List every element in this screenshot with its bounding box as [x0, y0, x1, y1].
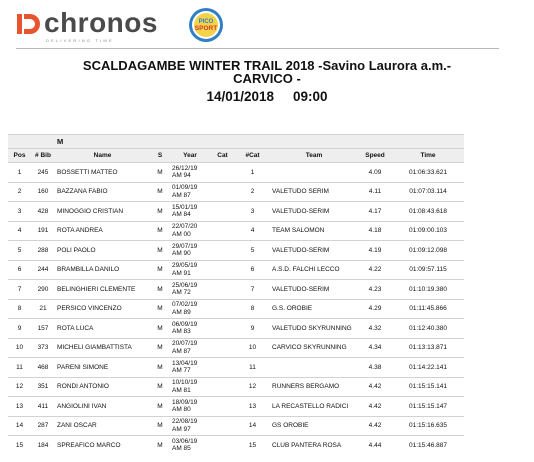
cell-sex: M [150, 319, 170, 339]
cell-cat [210, 260, 235, 280]
cell-year: 20/07/19 AM 87 [170, 338, 210, 358]
cell-pos: 1 [8, 163, 31, 183]
cell-pos: 11 [8, 358, 31, 378]
cell-team: LA RECASTELLO RADICI [270, 397, 358, 417]
cell-team: A.S.D. FALCHI LECCO [270, 260, 358, 280]
cell-team: VALETUDO-SERIM [270, 202, 358, 222]
cell-sex: M [150, 299, 170, 319]
table-row [8, 338, 464, 358]
cell-year: 07/02/19 AM 89 [170, 299, 210, 319]
cell-pos: 12 [8, 377, 31, 397]
cell-team: VALETUDO SERIM [270, 182, 358, 202]
cell-cat [210, 436, 235, 455]
cell-cat [210, 338, 235, 358]
cell-sex: M [150, 182, 170, 202]
cell-bib: 468 [31, 358, 55, 378]
cell-name: ZANI OSCAR [55, 416, 150, 436]
badge-text-1: PICO [198, 19, 214, 25]
col-header-bib: # Bib [31, 149, 55, 163]
table-row [8, 241, 464, 261]
results-body [8, 163, 464, 455]
cell-team [270, 163, 358, 183]
table-row [8, 377, 464, 397]
cell-cat [210, 377, 235, 397]
cell-speed: 4.32 [358, 319, 392, 339]
chronos-mark-icon [16, 12, 40, 36]
cell-cat [210, 358, 235, 378]
cell-speed: 4.42 [358, 397, 392, 417]
cell-name: ROTA LUCA [55, 319, 150, 339]
event-date: 14/01/2018 [206, 89, 275, 104]
cell-time: 01:11:45.866 [392, 299, 464, 319]
cell-cat [210, 280, 235, 300]
cell-speed: 4.19 [358, 241, 392, 261]
col-header-sex: S [150, 149, 170, 163]
cell-year: 15/01/19 AM 84 [170, 202, 210, 222]
cell-bib: 288 [31, 241, 55, 261]
cell-category-rank: 9 [235, 319, 270, 339]
cell-team: CARVICO SKYRUNNING [270, 338, 358, 358]
cell-bib: 160 [31, 182, 55, 202]
cell-name: SPREAFICO MARCO [55, 436, 150, 455]
cell-bib: 157 [31, 319, 55, 339]
cell-time: 01:14:22.141 [392, 358, 464, 378]
cell-speed: 4.42 [358, 416, 392, 436]
cell-year: 22/07/20 AM 00 [170, 221, 210, 241]
cell-cat [210, 202, 235, 222]
table-row [8, 260, 464, 280]
cell-name: BOSSETTI MATTEO [55, 163, 150, 183]
brand-tagline: DELIVERING TIME [46, 38, 114, 43]
cell-team: TEAM SALOMON [270, 221, 358, 241]
cell-time: 01:06:33.621 [392, 163, 464, 183]
cell-bib: 373 [31, 338, 55, 358]
cell-sex: M [150, 241, 170, 261]
col-header-pos: Pos [8, 149, 31, 163]
cell-speed: 4.11 [358, 182, 392, 202]
cell-time: 01:09:00.103 [392, 221, 464, 241]
cell-bib: 191 [31, 221, 55, 241]
cell-year: 26/12/19 AM 94 [170, 163, 210, 183]
brand-name: chronos [44, 7, 158, 38]
column-header-row [8, 149, 464, 163]
page-header [0, 0, 534, 50]
cell-team: VALETUDO SKYRUNNING [270, 319, 358, 339]
cell-pos: 6 [8, 260, 31, 280]
cell-cat [210, 299, 235, 319]
cell-team: RUNNERS BERGAMO [270, 377, 358, 397]
results-table [8, 134, 464, 455]
table-row [8, 182, 464, 202]
cell-speed: 4.29 [358, 299, 392, 319]
cell-sex: M [150, 338, 170, 358]
category-label: M [55, 135, 464, 149]
pico-sport-badge-icon [188, 7, 224, 43]
cell-time: 01:13:13.871 [392, 338, 464, 358]
cell-pos: 2 [8, 182, 31, 202]
cell-team: VALETUDO-SERIM [270, 280, 358, 300]
cell-year: 01/09/19 AM 87 [170, 182, 210, 202]
col-header-cat: Cat [210, 149, 235, 163]
cell-cat [210, 221, 235, 241]
cell-category-rank: 6 [235, 260, 270, 280]
cell-year: 18/09/19 AM 80 [170, 397, 210, 417]
cell-time: 01:12:40.380 [392, 319, 464, 339]
cell-pos: 4 [8, 221, 31, 241]
cell-bib: 184 [31, 436, 55, 455]
cell-sex: M [150, 280, 170, 300]
col-header-speed: Speed [358, 149, 392, 163]
cell-speed: 4.17 [358, 202, 392, 222]
badge-text-2: SPORT [194, 25, 218, 32]
cell-pos: 10 [8, 338, 31, 358]
cell-name: PARENI SIMONE [55, 358, 150, 378]
table-row [8, 358, 464, 378]
event-time: 09:00 [293, 89, 328, 104]
col-header-year: Year [170, 149, 210, 163]
cell-name: BRAMBILLA DANILO [55, 260, 150, 280]
cell-cat [210, 163, 235, 183]
cell-pos: 8 [8, 299, 31, 319]
cell-time: 01:09:12.098 [392, 241, 464, 261]
cell-bib: 411 [31, 397, 55, 417]
cell-cat [210, 241, 235, 261]
cell-pos: 13 [8, 397, 31, 417]
cell-year: 06/09/19 AM 83 [170, 319, 210, 339]
cell-speed: 4.22 [358, 260, 392, 280]
cell-category-rank: 3 [235, 202, 270, 222]
cell-pos: 5 [8, 241, 31, 261]
cell-name: MICHELI GIAMBATTISTA [55, 338, 150, 358]
cell-time: 01:09:57.115 [392, 260, 464, 280]
cell-sex: M [150, 260, 170, 280]
col-header-name: Name [55, 149, 150, 163]
cell-cat [210, 397, 235, 417]
cell-bib: 290 [31, 280, 55, 300]
table-row [8, 202, 464, 222]
cell-sex: M [150, 202, 170, 222]
cell-time: 01:15:15.147 [392, 397, 464, 417]
table-row [8, 299, 464, 319]
cell-year: 25/06/19 AM 72 [170, 280, 210, 300]
cell-name: POLI PAOLO [55, 241, 150, 261]
cell-time: 01:08:43.618 [392, 202, 464, 222]
table-row [8, 397, 464, 417]
cell-sex: M [150, 358, 170, 378]
cell-year: 10/10/19 AM 81 [170, 377, 210, 397]
cell-year: 29/05/19 AM 91 [170, 260, 210, 280]
cell-sex: M [150, 397, 170, 417]
cell-team [270, 358, 358, 378]
cell-speed: 4.23 [358, 280, 392, 300]
table-row [8, 319, 464, 339]
cell-speed: 4.44 [358, 436, 392, 455]
cell-year: 03/06/19 AM 85 [170, 436, 210, 455]
event-title-line2: CARVICO - [233, 71, 301, 86]
table-row [8, 221, 464, 241]
cell-cat [210, 319, 235, 339]
header-divider [16, 48, 499, 49]
cell-bib: 287 [31, 416, 55, 436]
cell-category-rank: 12 [235, 377, 270, 397]
cell-category-rank: 8 [235, 299, 270, 319]
cell-sex: M [150, 436, 170, 455]
cell-name: ROTA ANDREA [55, 221, 150, 241]
cell-category-rank: 4 [235, 221, 270, 241]
cell-category-rank: 10 [235, 338, 270, 358]
category-row [8, 135, 464, 149]
cell-speed: 4.42 [358, 377, 392, 397]
cell-team: GS OROBIE [270, 416, 358, 436]
cell-time: 01:10:19.380 [392, 280, 464, 300]
cell-name: BAZZANA FABIO [55, 182, 150, 202]
cell-sex: M [150, 163, 170, 183]
table-row [8, 416, 464, 436]
cell-year: 29/07/19 AM 90 [170, 241, 210, 261]
table-row [8, 436, 464, 455]
cell-bib: 21 [31, 299, 55, 319]
cell-name: ANGIOLINI IVAN [55, 397, 150, 417]
cell-name: PERSICO VINCENZO [55, 299, 150, 319]
col-header-team: Team [270, 149, 358, 163]
cell-cat [210, 416, 235, 436]
cell-cat [210, 182, 235, 202]
cell-team: CLUB PANTERA ROSA [270, 436, 358, 455]
cell-pos: 9 [8, 319, 31, 339]
table-row [8, 163, 464, 183]
cell-team: G.S. OROBIE [270, 299, 358, 319]
cell-category-rank: 5 [235, 241, 270, 261]
cell-name: BELINGHIERI CLEMENTE [55, 280, 150, 300]
cell-category-rank: 1 [235, 163, 270, 183]
col-header-time: Time [392, 149, 464, 163]
cell-pos: 7 [8, 280, 31, 300]
cell-speed: 4.38 [358, 358, 392, 378]
cell-speed: 4.34 [358, 338, 392, 358]
cell-speed: 4.09 [358, 163, 392, 183]
cell-time: 01:15:15.141 [392, 377, 464, 397]
cell-pos: 14 [8, 416, 31, 436]
cell-category-rank: 15 [235, 436, 270, 455]
cell-category-rank: 7 [235, 280, 270, 300]
cell-time: 01:15:46.887 [392, 436, 464, 455]
cell-team: VALETUDO-SERIM [270, 241, 358, 261]
cell-name: MINOGGIO CRISTIAN [55, 202, 150, 222]
event-datetime [0, 89, 534, 104]
cell-category-rank: 11 [235, 358, 270, 378]
cell-pos: 3 [8, 202, 31, 222]
cell-sex: M [150, 416, 170, 436]
event-title-line1: SCALDAGAMBE WINTER TRAIL 2018 -Savino Laurora a.m.- [82, 58, 452, 73]
cell-pos: 15 [8, 436, 31, 455]
cell-bib: 351 [31, 377, 55, 397]
cell-category-rank: 2 [235, 182, 270, 202]
table-row [8, 280, 464, 300]
col-header-rank: #Cat [235, 149, 270, 163]
cell-year: 22/08/19 AM 97 [170, 416, 210, 436]
cell-category-rank: 14 [235, 416, 270, 436]
cell-sex: M [150, 377, 170, 397]
cell-bib: 245 [31, 163, 55, 183]
cell-year: 13/04/19 AM 77 [170, 358, 210, 378]
cell-category-rank: 13 [235, 397, 270, 417]
cell-name: RONDI ANTONIO [55, 377, 150, 397]
cell-bib: 428 [31, 202, 55, 222]
cell-time: 01:07:03.114 [392, 182, 464, 202]
cell-speed: 4.18 [358, 221, 392, 241]
cell-time: 01:15:16.635 [392, 416, 464, 436]
cell-bib: 244 [31, 260, 55, 280]
cell-sex: M [150, 221, 170, 241]
